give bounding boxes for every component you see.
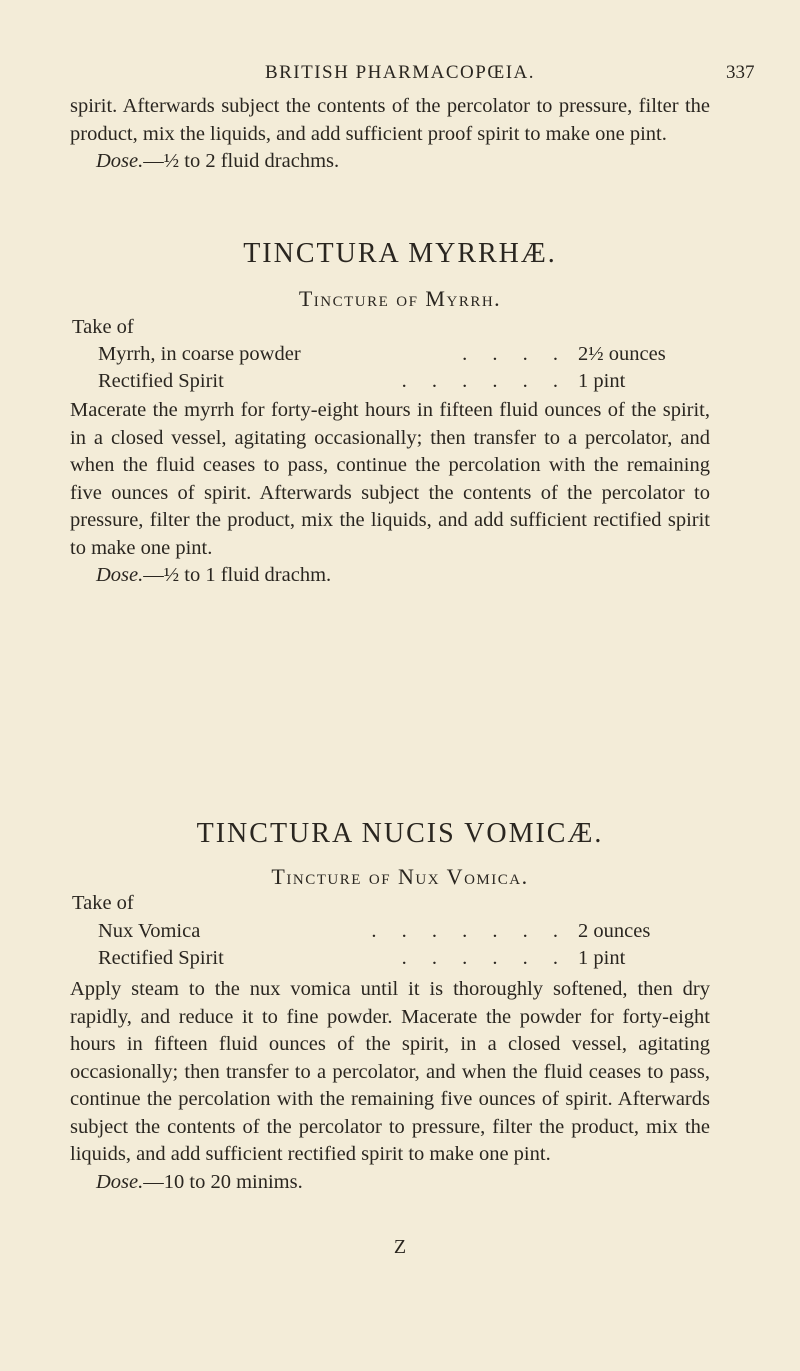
dose-label: Dose. (96, 150, 144, 172)
ingredient-name: Rectified Spirit (98, 370, 224, 392)
take-of-label: Take of (72, 892, 134, 914)
take-of-label: Take of (72, 316, 134, 338)
continuation-dose (70, 148, 710, 176)
nux-vomica-dose (70, 1169, 710, 1197)
section-subtitle-myrrh: Tincture of Myrrh. (298, 286, 502, 311)
continuation-paragraph: spirit. Afterwards subject the contents of the percolator to pressure, filter the product, mix the liquids, and add sufficient proof spirit to make one pint. (70, 95, 710, 145)
directions-paragraph: Apply steam to the nux vomica until it is thoroughly softened, then dry rapidly, and reduce it to fine powder. Macerate the powder for forty-eight hours in fifteen fluid ounces of the spirit, in a closed vessel, agitating occasionally; then transfer to a percolator, and when the fluid ceases to pass, continue the percolation with the remaining five ounces of spirit. Afterwards subject the contents of the percolator to pressure, filter the product, mix the liquids, and add sufficient rectified spirit to make one pint. (70, 978, 710, 1165)
section-subtitle-nux-vomica: Tincture of Nux Vomica. (271, 864, 529, 889)
ingredient-name: Rectified Spirit (98, 947, 224, 969)
ingredient-quantity: 1 pint (578, 370, 626, 392)
section-title-myrrh: TINCTURA MYRRHÆ. (243, 238, 557, 269)
running-head: BRITISH PHARMACOPŒIA. (264, 62, 536, 83)
dose-value: —½ to 1 fluid drachm. (143, 564, 332, 586)
directions-paragraph: Macerate the myrrh for forty-eight hours in fifteen fluid ounces of the spirit, in a closed vessel, agitating occasionally; then transfer to a percolator, and when the fluid ceases to pass, continue the percolation with the remaining five ounces of spirit. Afterwards subject the contents of the percolator to pressure, filter the product, mix the liquids, and add sufficient rectified spirit to make one pint. (70, 399, 710, 559)
nux-vomica-directions (70, 976, 710, 1196)
ingredient-quantity: 2 ounces (578, 920, 651, 942)
ingredient-name: Myrrh, in coarse powder (98, 343, 301, 365)
section-title-nux-vomica: TINCTURA NUCIS VOMICÆ. (196, 818, 604, 849)
dose-label: Dose. (96, 564, 144, 586)
ingredient-name: Nux Vomica (98, 920, 201, 942)
leader-dots: . . . . (462, 343, 568, 365)
myrrh-dose (70, 562, 710, 590)
dose-value: —10 to 20 minims. (143, 1170, 303, 1193)
leader-dots: . . . . . . (401, 370, 568, 392)
myrrh-directions (70, 397, 710, 590)
dose-label: Dose. (96, 1170, 144, 1193)
ingredient-quantity: 2½ ounces (578, 343, 666, 365)
dose-value: —½ to 2 fluid drachms. (143, 150, 340, 172)
signature-mark: Z (393, 1236, 407, 1258)
ingredient-quantity: 1 pint (578, 947, 626, 969)
continuation-text (70, 93, 710, 176)
page-number: 337 (726, 62, 755, 83)
leader-dots: . . . . . . (401, 947, 568, 969)
leader-dots: . . . . . . . (371, 920, 568, 942)
